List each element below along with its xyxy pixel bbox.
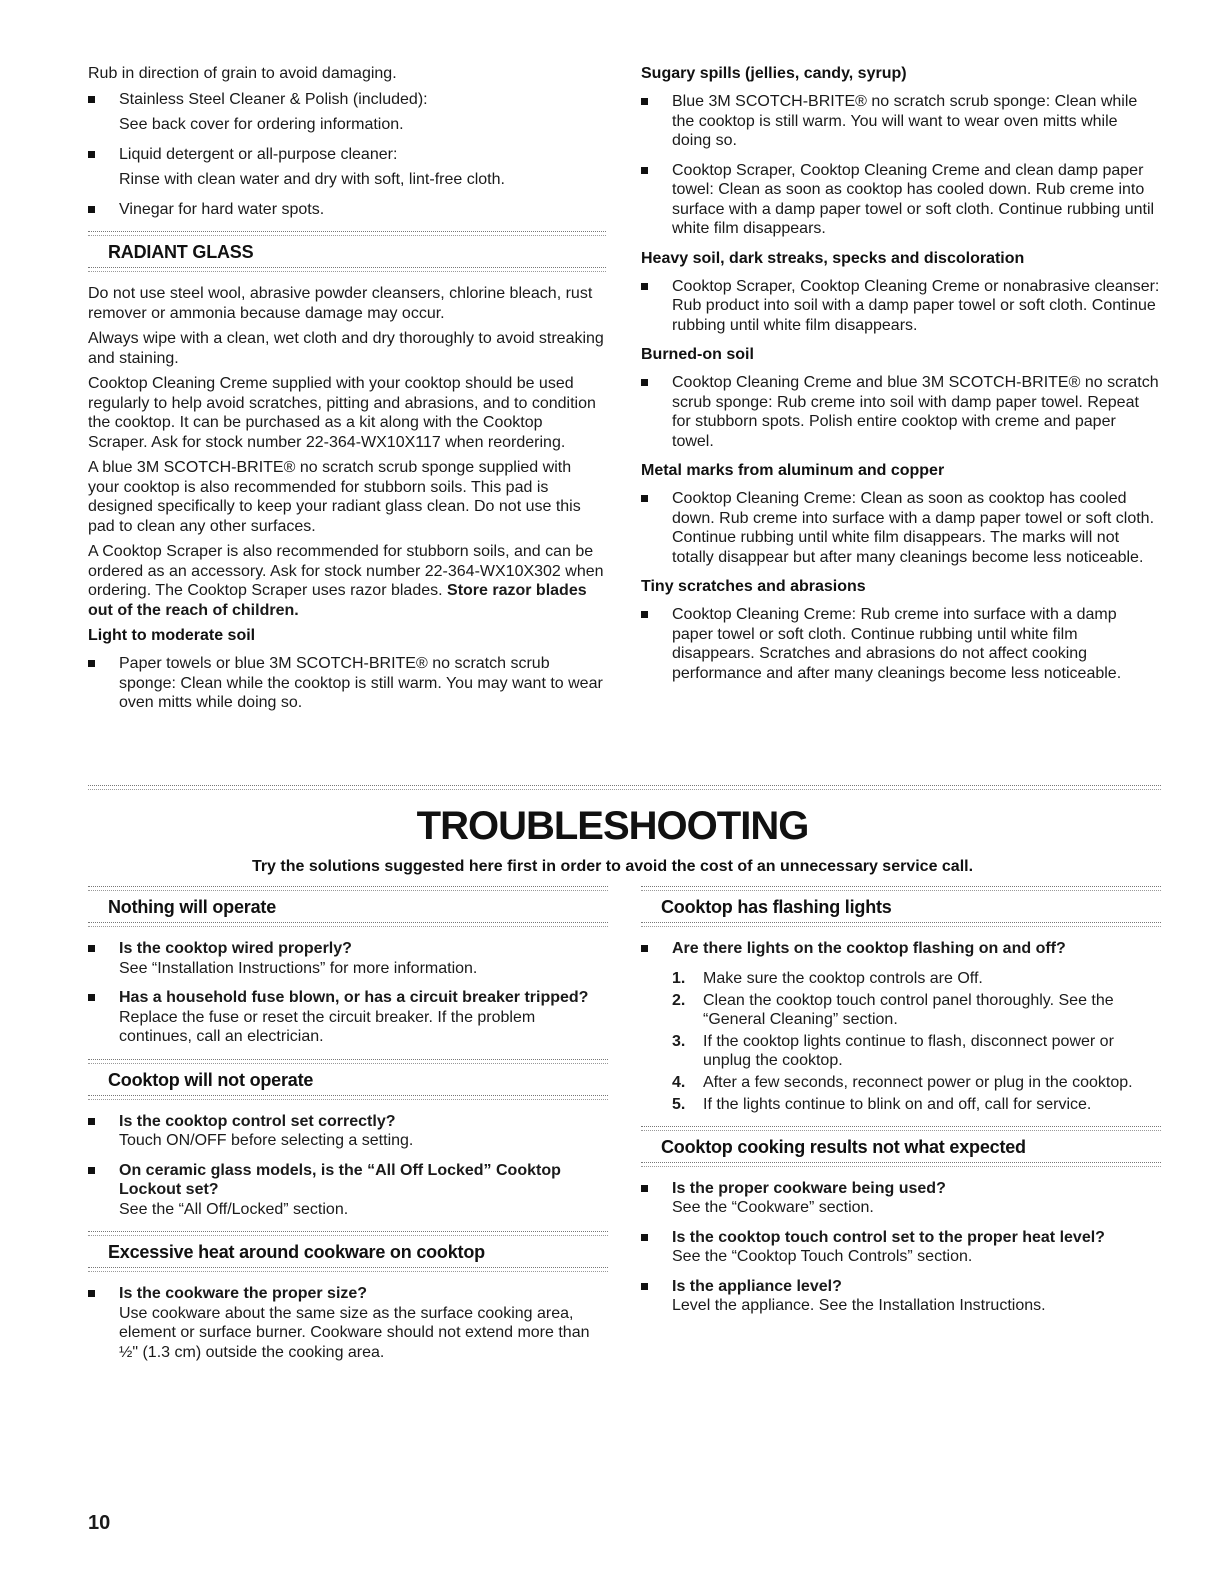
section-title: Nothing will operate bbox=[108, 897, 277, 917]
step-item bbox=[641, 991, 1161, 1029]
answer: Replace the fuse or reset the circuit breaker. If the problem continues, call an electrician. bbox=[119, 1008, 536, 1045]
scraper-warning: Store razor blades out of the reach of children. bbox=[88, 582, 587, 619]
step-text: Clean the cooktop touch control panel thoroughly. See the “General Cleaning” section. bbox=[703, 991, 1114, 1028]
paragraph: A blue 3M SCOTCH-BRITE® no scratch scrub sponge supplied with your cooktop is also recommended for stubborn soils. This pad is designed specifically to keep your radiant glass clean. Do not use this pad to clean any other surfaces. bbox=[88, 459, 581, 535]
section-title: RADIANT GLASS bbox=[108, 242, 254, 262]
paragraph: Always wipe with a clean, wet cloth and dry thoroughly to avoid streaking and staining. bbox=[88, 330, 604, 367]
question: On ceramic glass models, is the “All Off Locked” Cooktop Lockout set? bbox=[119, 1161, 561, 1198]
step-number: 4. bbox=[672, 1073, 686, 1091]
step-text: Make sure the cooktop controls are Off. bbox=[703, 969, 983, 987]
answer: See the “All Off/Locked” section. bbox=[119, 1200, 349, 1218]
step-text: If the lights continue to blink on and off, call for service. bbox=[703, 1095, 1092, 1113]
list-item: Blue 3M SCOTCH-BRITE® no scratch scrub sponge: Clean while the cooktop is still warm. You will want to wear oven mitts while doing so. bbox=[641, 92, 1161, 151]
step-text: After a few seconds, reconnect power or plug in the cooktop. bbox=[703, 1073, 1133, 1091]
step-item bbox=[641, 1032, 1161, 1070]
paragraph: Do not use steel wool, abrasive powder cleansers, chlorine bleach, rust remover or ammonia because damage may occur. bbox=[88, 285, 593, 322]
list-item: Cooktop Cleaning Creme: Clean as soon as cooktop has cooled down. Rub creme into surface with a damp paper towel or soft cloth. Continue rubbing until white film disappears. The marks will not totally disappear but after many cleanings become less noticeable. bbox=[641, 489, 1161, 567]
subheading: Burned-on soil bbox=[641, 346, 754, 363]
list-item: Cooktop Scraper, Cooktop Cleaning Creme and clean damp paper towel: Clean as soon as cooktop has cooled down. Rub creme into surface with a damp paper towel or soft cloth. Continue rubbing until white film disappears. bbox=[641, 161, 1161, 239]
cleaning-right-column bbox=[641, 64, 1161, 693]
stainless-intro: Rub in direction of grain to avoid damaging. bbox=[88, 65, 397, 82]
list-item-label: Liquid detergent or all-purpose cleaner: bbox=[119, 145, 398, 163]
page-title: TROUBLESHOOTING bbox=[416, 804, 809, 848]
question: Is the cooktop wired properly? bbox=[119, 940, 352, 957]
question: Has a household fuse blown, or has a circuit breaker tripped? bbox=[119, 989, 589, 1006]
question: Is the cooktop control set correctly? bbox=[119, 1112, 396, 1130]
page-number: 10 bbox=[88, 1512, 111, 1534]
section-title: Cooktop cooking results not what expected bbox=[661, 1136, 1026, 1157]
step-item bbox=[641, 1095, 1161, 1114]
list-item: Cooktop Scraper, Cooktop Cleaning Creme or nonabrasive cleanser: Rub product into soil with a damp paper towel or soft cloth. Continue rubbing until white film disappears. bbox=[641, 277, 1161, 336]
question: Is the cookware the proper size? bbox=[119, 1285, 368, 1302]
subheading: Light to moderate soil bbox=[88, 627, 256, 644]
divider bbox=[88, 922, 608, 927]
list-item bbox=[88, 200, 606, 220]
answer: See “Installation Instructions” for more information. bbox=[119, 959, 478, 977]
list-item bbox=[641, 1179, 1161, 1218]
section-title: Excessive heat around cookware on cooktop bbox=[108, 1242, 485, 1262]
section-divider bbox=[88, 785, 1161, 790]
answer: See the “Cooktop Touch Controls” section. bbox=[672, 1248, 973, 1265]
list-item bbox=[641, 939, 1161, 959]
list-item bbox=[88, 90, 606, 135]
question: Are there lights on the cooktop flashing on and off? bbox=[672, 940, 1066, 957]
cleaning-left-column bbox=[88, 64, 606, 723]
list-item bbox=[641, 1228, 1161, 1267]
step-item bbox=[641, 969, 1161, 988]
list-item: Paper towels or blue 3M SCOTCH-BRITE® no scratch scrub sponge: Clean while the cooktop is still warm. You may want to wear oven mitts while doing so. bbox=[88, 654, 606, 713]
step-number: 2. bbox=[672, 991, 686, 1009]
cooktop-not-operate-header bbox=[88, 1059, 608, 1100]
list-item bbox=[88, 1284, 608, 1362]
list-item bbox=[88, 1112, 608, 1151]
step-number: 5. bbox=[672, 1095, 686, 1113]
list-item: Cooktop Cleaning Creme: Rub creme into surface with a damp paper towel or soft cloth. Continue rubbing until white film disappears. Scratches and abrasions do not affect cooking performance and after many cleanings become less noticeable. bbox=[641, 605, 1161, 683]
step-number: 3. bbox=[672, 1032, 686, 1050]
paragraph: Cooktop Cleaning Creme supplied with your cooktop should be used regularly to help avoid scratches, pitting and abrasions, and to condition the cooktop. It can be purchased as a kit along with the Cooktop Scraper. Ask for stock number 22-364-WX10X117 when reordering. bbox=[88, 375, 596, 451]
section-title: Cooktop will not operate bbox=[108, 1069, 314, 1090]
answer: Touch ON/OFF before selecting a setting. bbox=[119, 1132, 414, 1149]
answer: Use cookware about the same size as the surface cooking area, element or surface burner. Cookware should not extend more than ½" (1.3 cm) outside the cooking area. bbox=[119, 1304, 590, 1361]
list-item bbox=[88, 1161, 608, 1220]
radiant-glass-header bbox=[88, 231, 606, 272]
nothing-operates-header bbox=[88, 886, 608, 927]
answer: Level the appliance. See the Installation Instructions. bbox=[672, 1297, 1046, 1314]
list-item bbox=[641, 1277, 1161, 1316]
subheading: Heavy soil, dark streaks, specks and discoloration bbox=[641, 249, 1025, 267]
list-item: Cooktop Cleaning Creme and blue 3M SCOTCH-BRITE® no scratch scrub sponge: Rub creme into soil with damp paper towel. Repeat for stubborn spots. Polish entire cooktop with creme and paper towel. bbox=[641, 373, 1161, 451]
troubleshooting-left-column bbox=[88, 880, 608, 1372]
list-item-label: Stainless Steel Cleaner & Polish (included): bbox=[119, 90, 428, 108]
scraper-paragraph bbox=[88, 542, 606, 620]
step-text: If the cooktop lights continue to flash, disconnect power or unplug the cooktop. bbox=[703, 1032, 1114, 1069]
page-subtitle: Try the solutions suggested here first in order to avoid the cost of an unnecessary service call. bbox=[251, 858, 974, 875]
divider bbox=[641, 1162, 1161, 1167]
troubleshooting-right-column bbox=[641, 880, 1161, 1326]
divider bbox=[88, 1267, 608, 1272]
question: Is the proper cookware being used? bbox=[672, 1179, 946, 1197]
list-item bbox=[88, 988, 608, 1047]
list-item-label: Vinegar for hard water spots. bbox=[119, 200, 325, 218]
divider bbox=[641, 922, 1161, 927]
divider bbox=[88, 1095, 608, 1100]
answer: See the “Cookware” section. bbox=[672, 1199, 874, 1216]
list-item-note: Rinse with clean water and dry with soft, lint-free cloth. bbox=[119, 171, 505, 188]
question: Is the appliance level? bbox=[672, 1277, 842, 1295]
divider bbox=[88, 267, 606, 272]
subheading: Sugary spills (jellies, candy, syrup) bbox=[641, 65, 907, 82]
flashing-lights-header bbox=[641, 886, 1161, 927]
scraper-text: A Cooktop Scraper is also recommended for stubborn soils, and can be ordered as an accessory. Ask for stock number 22-364-WX10X302 when ordering. The Cooktop Scraper uses razor blades. bbox=[88, 543, 604, 599]
cooking-results-header bbox=[641, 1126, 1161, 1167]
excessive-heat-header bbox=[88, 1231, 608, 1272]
step-number: 1. bbox=[672, 969, 686, 987]
list-item-note: See back cover for ordering information. bbox=[119, 116, 404, 133]
list-item bbox=[88, 939, 608, 978]
subheading: Tiny scratches and abrasions bbox=[641, 578, 866, 595]
list-item bbox=[88, 145, 606, 190]
section-title: Cooktop has flashing lights bbox=[661, 897, 892, 917]
step-item bbox=[641, 1073, 1161, 1092]
question: Is the cooktop touch control set to the proper heat level? bbox=[672, 1228, 1105, 1246]
subheading: Metal marks from aluminum and copper bbox=[641, 462, 945, 479]
